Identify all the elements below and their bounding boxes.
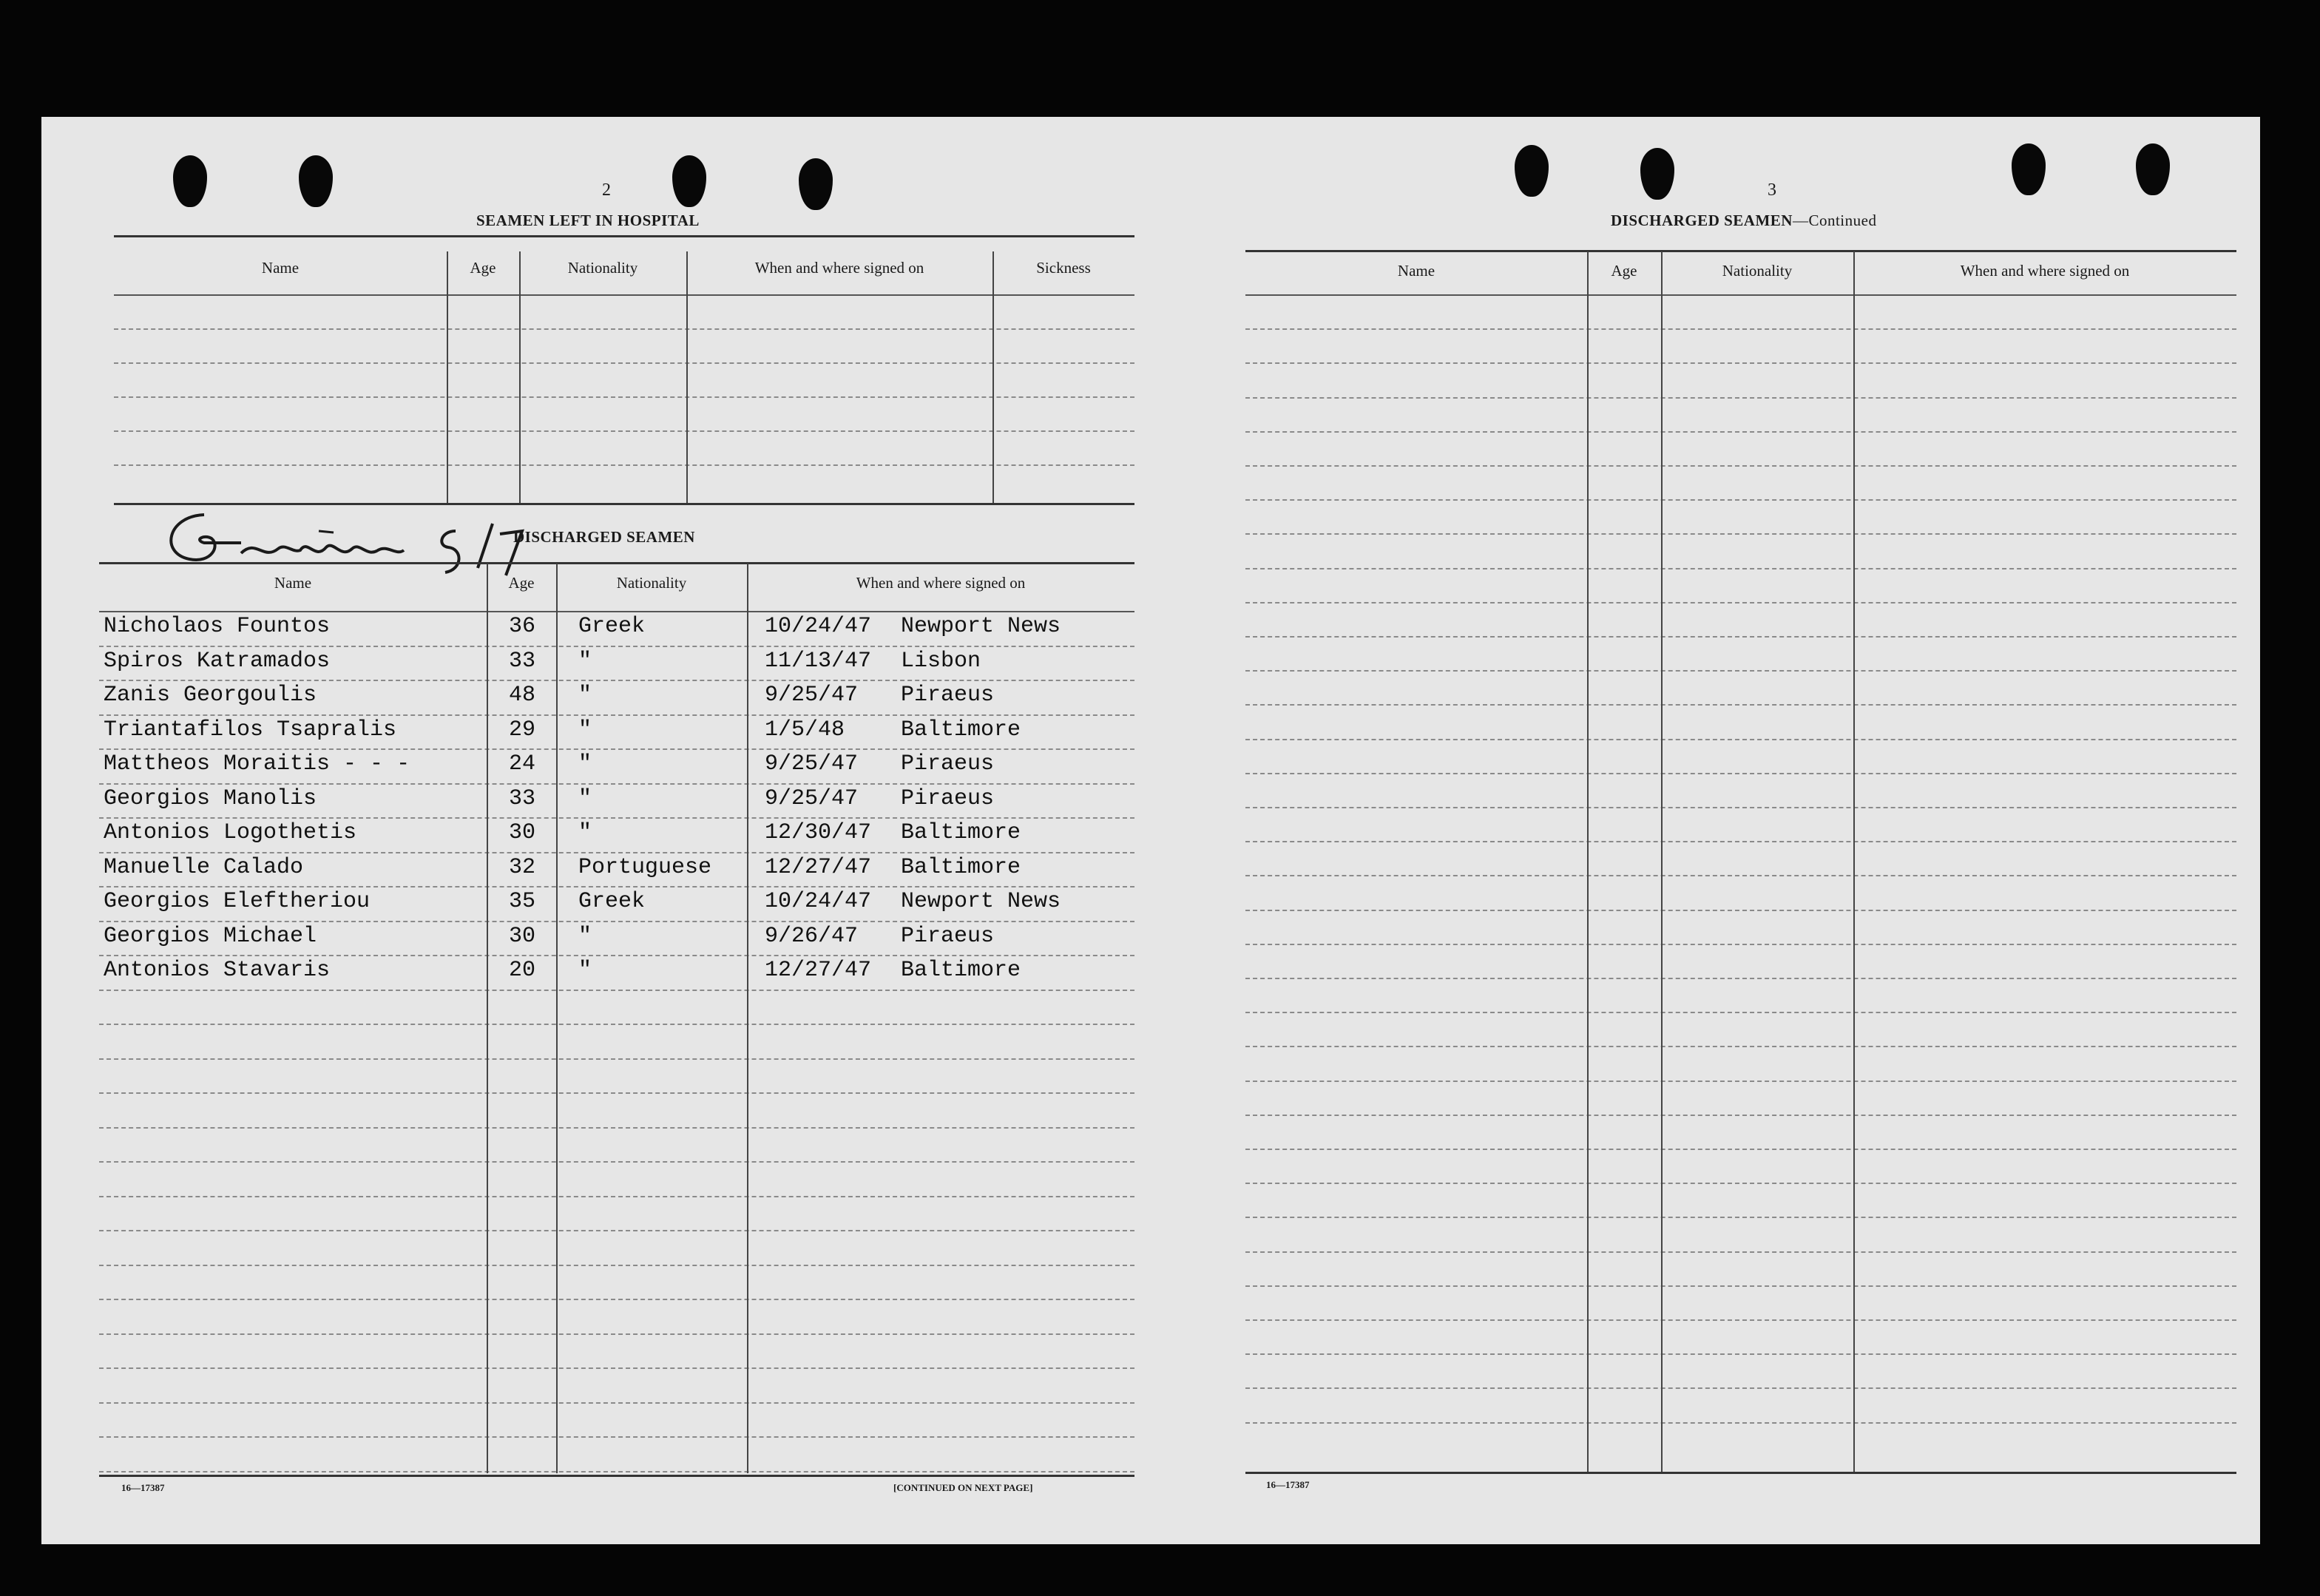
column-header-nationality: Nationality [616, 574, 687, 592]
table-row-rule [1245, 1422, 2236, 1424]
table-row-rule [99, 1367, 1134, 1369]
column-header-nationality: Nationality [567, 259, 638, 277]
table-row-rule [99, 680, 1134, 681]
column-divider [686, 251, 688, 503]
discharged-age: 32 [509, 854, 536, 880]
punch-hole [173, 155, 207, 207]
discharged-name: Antonios Stavaris [104, 958, 331, 983]
table-row-rule [1245, 1046, 2236, 1047]
column-header-name: Name [1397, 262, 1435, 280]
table-row-rule [1245, 1387, 2236, 1389]
column-header-signed-on: When and where signed on [1960, 262, 2130, 280]
table-row-rule [1245, 841, 2236, 842]
discharged-name: Georgios Michael [104, 923, 317, 949]
table-row-rule [1245, 739, 2236, 740]
table-row-rule [1245, 875, 2236, 876]
table-row-rule [99, 990, 1134, 991]
discharged-age: 24 [509, 751, 536, 777]
discharged-nationality: " [578, 820, 592, 845]
discharged-age: 20 [509, 958, 536, 983]
column-divider [1853, 251, 1855, 1473]
punch-hole [2012, 143, 2046, 195]
table-row-rule [1245, 533, 2236, 535]
discharged-date: 9/25/47 [765, 785, 859, 811]
table-row-rule [1245, 1251, 2236, 1253]
discharged-place: Baltimore [901, 820, 1021, 845]
discharged-place: Piraeus [901, 683, 995, 708]
discharged-name: Georgios Manolis [104, 785, 317, 811]
discharged-age: 48 [509, 683, 536, 708]
discharged-date: 10/24/47 [765, 614, 872, 639]
discharged-age: 29 [509, 717, 536, 743]
section-title-suffix: —Continued [1792, 212, 1877, 229]
discharged-date: 10/24/47 [765, 889, 872, 914]
table-row-rule [99, 817, 1134, 819]
table-rule [99, 1475, 1134, 1477]
table-row-rule [99, 852, 1134, 853]
table-row-rule [99, 1092, 1134, 1094]
table-rule [1245, 294, 2236, 296]
table-row-rule [1245, 1115, 2236, 1116]
column-header-name: Name [261, 259, 300, 277]
table-row-rule [1245, 328, 2236, 330]
table-row-rule [99, 1024, 1134, 1025]
punch-hole [799, 158, 833, 210]
table-row-rule [1245, 704, 2236, 706]
discharged-age: 33 [509, 648, 536, 674]
table-row-rule [99, 1161, 1134, 1163]
handwritten-note [152, 501, 552, 583]
table-row-rule [99, 1058, 1134, 1060]
discharged-place: Piraeus [901, 785, 995, 811]
table-row-rule [99, 646, 1134, 647]
table-row-rule [99, 921, 1134, 922]
column-header-age: Age [1611, 262, 1637, 280]
table-row-rule [1245, 362, 2236, 364]
table-rule [1245, 250, 2236, 252]
table-row-rule [99, 1471, 1134, 1472]
discharged-place: Piraeus [901, 751, 995, 777]
punch-hole [672, 155, 706, 207]
table-row-rule [99, 748, 1134, 750]
column-header-age: Age [470, 259, 496, 277]
discharged-name: Nicholaos Fountos [104, 614, 331, 639]
table-row-rule [1245, 1149, 2236, 1150]
table-row-rule [99, 1299, 1134, 1300]
discharged-nationality: Greek [578, 614, 646, 639]
document-sheet [41, 117, 2260, 1544]
table-row-rule [1245, 465, 2236, 467]
table-row-rule [1245, 431, 2236, 433]
table-row-rule [1245, 1081, 2236, 1082]
table-row-rule [99, 1265, 1134, 1266]
table-row-rule [99, 714, 1134, 716]
table-row-rule [1245, 910, 2236, 911]
table-row-rule [1245, 1353, 2236, 1355]
discharged-date: 1/5/48 [765, 717, 845, 743]
discharged-age: 35 [509, 889, 536, 914]
table-row-rule [1245, 1285, 2236, 1287]
discharged-place: Lisbon [901, 648, 981, 674]
column-divider [1587, 251, 1589, 1473]
table-row-rule [1245, 944, 2236, 945]
table-row-rule [99, 1333, 1134, 1335]
discharged-nationality: " [578, 717, 592, 743]
discharged-age: 30 [509, 923, 536, 949]
table-row-rule [1245, 1217, 2236, 1218]
table-row-rule [99, 1230, 1134, 1231]
table-row-rule [99, 1402, 1134, 1404]
discharged-name: Spiros Katramados [104, 648, 331, 674]
column-header-signed-on: When and where signed on [754, 259, 924, 277]
table-row-rule [1245, 773, 2236, 774]
table-row-rule [99, 955, 1134, 956]
discharged-age: 30 [509, 820, 536, 845]
discharged-date: 12/27/47 [765, 854, 872, 880]
punch-hole [2136, 143, 2170, 195]
form-number: 16—17387 [121, 1482, 165, 1493]
column-divider [1661, 251, 1663, 1473]
table-rule [99, 562, 1134, 564]
page-number: 3 [1768, 180, 1776, 200]
table-rule [114, 294, 1134, 296]
table-row-rule [1245, 1012, 2236, 1013]
discharged-name: Triantafilos Tsapralis [104, 717, 397, 743]
table-row-rule [99, 1436, 1134, 1438]
discharged-date: 12/30/47 [765, 820, 872, 845]
column-header-name: Name [274, 574, 312, 592]
column-divider [487, 564, 488, 1473]
table-row-rule [1245, 978, 2236, 979]
discharged-name: Zanis Georgoulis [104, 683, 317, 708]
discharged-date: 12/27/47 [765, 958, 872, 983]
discharged-nationality: " [578, 958, 592, 983]
table-row-rule [1245, 568, 2236, 569]
column-divider [519, 251, 521, 503]
table-row-rule [99, 1127, 1134, 1129]
discharged-section-title: DISCHARGED SEAMEN [513, 528, 695, 546]
table-rule [114, 396, 1134, 398]
right-page [1173, 117, 2260, 1544]
discharged-date: 9/25/47 [765, 683, 859, 708]
discharged-name: Georgios Eleftheriou [104, 889, 371, 914]
column-divider [556, 564, 558, 1473]
discharged-nationality: " [578, 785, 592, 811]
table-row-rule [1245, 1319, 2236, 1321]
discharged-nationality: " [578, 923, 592, 949]
column-divider [747, 564, 748, 1473]
table-row-rule [1245, 602, 2236, 603]
table-row-rule [99, 783, 1134, 785]
discharged-name: Antonios Logothetis [104, 820, 357, 845]
table-row-rule [1245, 670, 2236, 672]
discharged-date: 9/26/47 [765, 923, 859, 949]
table-row-rule [99, 886, 1134, 887]
handwritten-note-text: Gentauro 5/7 [152, 581, 157, 582]
discharged-nationality: " [578, 648, 592, 674]
punch-hole [1640, 148, 1674, 200]
column-header-sickness: Sickness [1036, 259, 1091, 277]
table-rule [1245, 1472, 2236, 1474]
table-rule [114, 362, 1134, 364]
left-page [41, 117, 1151, 1544]
punch-hole [299, 155, 333, 207]
table-row-rule [1245, 636, 2236, 638]
discharged-nationality: Portuguese [578, 854, 712, 880]
discharged-name: Mattheos Moraitis - - - [104, 751, 410, 777]
section-title [1611, 212, 1876, 230]
discharged-date: 11/13/47 [765, 648, 872, 674]
section-title-main: DISCHARGED SEAMEN [1611, 212, 1793, 229]
discharged-nationality: Greek [578, 889, 646, 914]
table-row-rule [1245, 397, 2236, 399]
discharged-place: Piraeus [901, 923, 995, 949]
discharged-nationality: " [578, 751, 592, 777]
table-rule [114, 430, 1134, 432]
table-rule [114, 328, 1134, 330]
discharged-place: Newport News [901, 889, 1061, 914]
discharged-place: Baltimore [901, 717, 1021, 743]
page-number: 2 [602, 180, 611, 200]
column-header-nationality: Nationality [1722, 262, 1793, 280]
column-header-signed-on: When and where signed on [856, 574, 1026, 592]
hospital-section-title: SEAMEN LEFT IN HOSPITAL [476, 212, 700, 229]
table-rule [99, 611, 1134, 612]
punch-hole [1515, 145, 1549, 197]
discharged-name: Manuelle Calado [104, 854, 304, 880]
column-header-age: Age [508, 574, 535, 592]
discharged-place: Baltimore [901, 854, 1021, 880]
table-row-rule [1245, 807, 2236, 808]
discharged-age: 33 [509, 785, 536, 811]
form-number: 16—17387 [1266, 1479, 1310, 1490]
discharged-place: Baltimore [901, 958, 1021, 983]
continued-note: [CONTINUED ON NEXT PAGE] [893, 1482, 1033, 1493]
table-rule [114, 464, 1134, 466]
discharged-nationality: " [578, 683, 592, 708]
table-rule [114, 235, 1134, 237]
discharged-age: 36 [509, 614, 536, 639]
column-divider [992, 251, 994, 503]
column-divider [447, 251, 448, 503]
table-row-rule [99, 1196, 1134, 1197]
discharged-date: 9/25/47 [765, 751, 859, 777]
discharged-place: Newport News [901, 614, 1061, 639]
table-row-rule [1245, 499, 2236, 501]
table-row-rule [1245, 1183, 2236, 1184]
